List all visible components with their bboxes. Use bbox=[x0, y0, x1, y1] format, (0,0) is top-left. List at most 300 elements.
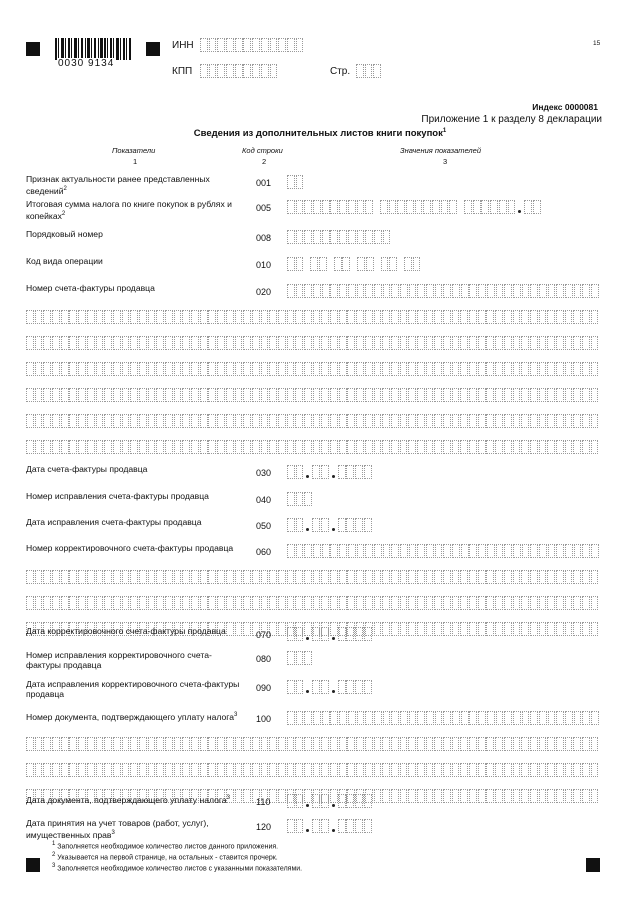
input-cell[interactable] bbox=[261, 64, 269, 78]
input-cell[interactable] bbox=[261, 414, 269, 428]
input-cell[interactable] bbox=[182, 336, 190, 350]
value-field-090[interactable] bbox=[287, 680, 373, 694]
input-cell[interactable] bbox=[408, 414, 416, 428]
input-cell[interactable] bbox=[413, 257, 421, 271]
input-cell[interactable] bbox=[374, 362, 382, 376]
input-cell[interactable] bbox=[200, 570, 208, 584]
input-cell[interactable] bbox=[409, 711, 417, 725]
input-cell[interactable] bbox=[382, 440, 390, 454]
input-cell[interactable] bbox=[374, 230, 382, 244]
input-cell[interactable] bbox=[495, 596, 503, 610]
input-cell[interactable] bbox=[539, 711, 547, 725]
input-cell[interactable] bbox=[43, 336, 51, 350]
input-cell[interactable] bbox=[312, 627, 320, 641]
input-cell[interactable] bbox=[434, 310, 442, 324]
value-field-005[interactable] bbox=[287, 200, 542, 214]
input-cell[interactable] bbox=[182, 440, 190, 454]
input-cell[interactable] bbox=[165, 388, 173, 402]
input-cell[interactable] bbox=[513, 711, 521, 725]
input-cell[interactable] bbox=[417, 622, 425, 636]
input-cell[interactable] bbox=[200, 336, 208, 350]
input-cell[interactable] bbox=[347, 310, 355, 324]
input-cell[interactable] bbox=[591, 336, 599, 350]
input-cell[interactable] bbox=[113, 596, 121, 610]
input-cell[interactable] bbox=[310, 257, 318, 271]
input-cell[interactable] bbox=[547, 789, 555, 803]
input-cell[interactable] bbox=[443, 310, 451, 324]
input-cell[interactable] bbox=[130, 440, 138, 454]
input-cell[interactable] bbox=[547, 414, 555, 428]
input-cell[interactable] bbox=[104, 570, 112, 584]
input-cell[interactable] bbox=[513, 570, 521, 584]
input-cell[interactable] bbox=[591, 414, 599, 428]
input-cell[interactable] bbox=[26, 336, 34, 350]
input-cell[interactable] bbox=[69, 388, 77, 402]
input-cell[interactable] bbox=[400, 570, 408, 584]
input-cell[interactable] bbox=[208, 336, 216, 350]
input-cell[interactable] bbox=[78, 737, 86, 751]
input-cell[interactable] bbox=[104, 310, 112, 324]
input-cell[interactable] bbox=[565, 440, 573, 454]
input-cell[interactable] bbox=[156, 570, 164, 584]
input-cell[interactable] bbox=[304, 651, 312, 665]
input-cell[interactable] bbox=[35, 362, 43, 376]
input-cell[interactable] bbox=[208, 440, 216, 454]
input-cell[interactable] bbox=[374, 336, 382, 350]
input-cell[interactable] bbox=[504, 544, 512, 558]
input-cell[interactable] bbox=[148, 737, 156, 751]
input-cell[interactable] bbox=[104, 362, 112, 376]
input-cell[interactable] bbox=[513, 789, 521, 803]
input-cell[interactable] bbox=[122, 310, 130, 324]
input-cell[interactable] bbox=[495, 737, 503, 751]
input-cell[interactable] bbox=[338, 794, 346, 808]
input-cell[interactable] bbox=[452, 737, 460, 751]
input-cell[interactable] bbox=[504, 711, 512, 725]
input-cell[interactable] bbox=[321, 570, 329, 584]
input-cell[interactable] bbox=[347, 763, 355, 777]
input-cell[interactable] bbox=[478, 789, 486, 803]
input-cell[interactable] bbox=[339, 763, 347, 777]
input-cell[interactable] bbox=[130, 570, 138, 584]
input-cell[interactable] bbox=[365, 596, 373, 610]
input-cell[interactable] bbox=[530, 544, 538, 558]
input-cell[interactable] bbox=[217, 362, 225, 376]
input-cell[interactable] bbox=[304, 492, 312, 506]
input-cell[interactable] bbox=[591, 284, 599, 298]
input-cell[interactable] bbox=[287, 627, 295, 641]
input-cell[interactable] bbox=[278, 596, 286, 610]
input-cell[interactable] bbox=[530, 622, 538, 636]
input-cell[interactable] bbox=[321, 310, 329, 324]
input-cell[interactable] bbox=[357, 544, 365, 558]
input-cell[interactable] bbox=[156, 336, 164, 350]
input-cell[interactable] bbox=[313, 336, 321, 350]
input-cell[interactable] bbox=[374, 789, 382, 803]
input-cell[interactable] bbox=[252, 570, 260, 584]
input-cell[interactable] bbox=[148, 570, 156, 584]
input-cell[interactable] bbox=[486, 440, 494, 454]
input-cell[interactable] bbox=[355, 819, 363, 833]
input-cell[interactable] bbox=[243, 414, 251, 428]
input-cell[interactable] bbox=[582, 284, 590, 298]
input-cell[interactable] bbox=[374, 737, 382, 751]
input-cell[interactable] bbox=[296, 465, 304, 479]
input-cell[interactable] bbox=[304, 310, 312, 324]
input-cell[interactable] bbox=[486, 570, 494, 584]
input-cell[interactable] bbox=[252, 362, 260, 376]
input-cell[interactable] bbox=[243, 789, 251, 803]
input-cell[interactable] bbox=[391, 362, 399, 376]
input-cell[interactable] bbox=[443, 336, 451, 350]
input-cell[interactable] bbox=[423, 200, 431, 214]
input-cell[interactable] bbox=[357, 257, 365, 271]
input-cell[interactable] bbox=[226, 763, 234, 777]
input-cell[interactable] bbox=[96, 310, 104, 324]
input-cell[interactable] bbox=[556, 414, 564, 428]
input-cell[interactable] bbox=[426, 310, 434, 324]
input-cell[interactable] bbox=[322, 230, 330, 244]
input-cell[interactable] bbox=[417, 737, 425, 751]
input-cell[interactable] bbox=[313, 763, 321, 777]
input-cell[interactable] bbox=[322, 284, 330, 298]
input-cell[interactable] bbox=[539, 763, 547, 777]
input-cell[interactable] bbox=[87, 362, 95, 376]
input-cell[interactable] bbox=[460, 362, 468, 376]
input-cell[interactable] bbox=[217, 763, 225, 777]
input-cell[interactable] bbox=[391, 737, 399, 751]
input-cell[interactable] bbox=[449, 200, 457, 214]
input-cell[interactable] bbox=[295, 763, 303, 777]
input-cell[interactable] bbox=[573, 414, 581, 428]
input-cell[interactable] bbox=[548, 711, 556, 725]
input-cell[interactable] bbox=[295, 336, 303, 350]
input-cell[interactable] bbox=[374, 414, 382, 428]
input-cell[interactable] bbox=[312, 794, 320, 808]
input-cell[interactable] bbox=[400, 763, 408, 777]
input-cell[interactable] bbox=[96, 737, 104, 751]
input-cell[interactable] bbox=[235, 440, 243, 454]
input-cell[interactable] bbox=[452, 362, 460, 376]
input-cell[interactable] bbox=[404, 257, 412, 271]
input-cell[interactable] bbox=[122, 362, 130, 376]
input-cell[interactable] bbox=[287, 794, 295, 808]
input-cell[interactable] bbox=[304, 570, 312, 584]
input-cell[interactable] bbox=[304, 711, 312, 725]
input-cell[interactable] bbox=[504, 388, 512, 402]
input-cell[interactable] bbox=[209, 64, 217, 78]
input-cell[interactable] bbox=[495, 763, 503, 777]
input-cell[interactable] bbox=[312, 819, 320, 833]
input-cell[interactable] bbox=[165, 414, 173, 428]
input-cell[interactable] bbox=[304, 388, 312, 402]
input-cell[interactable] bbox=[226, 388, 234, 402]
input-cell[interactable] bbox=[452, 284, 460, 298]
input-cell[interactable] bbox=[113, 440, 121, 454]
input-cell[interactable] bbox=[243, 64, 251, 78]
input-cell[interactable] bbox=[539, 622, 547, 636]
input-cell[interactable] bbox=[478, 622, 486, 636]
input-cell[interactable] bbox=[226, 336, 234, 350]
input-cell[interactable] bbox=[461, 711, 469, 725]
input-cell[interactable] bbox=[174, 336, 182, 350]
input-cell[interactable] bbox=[487, 711, 495, 725]
input-cell[interactable] bbox=[35, 596, 43, 610]
input-cell[interactable] bbox=[226, 440, 234, 454]
input-cell[interactable] bbox=[295, 440, 303, 454]
input-cell[interactable] bbox=[61, 388, 69, 402]
input-cell[interactable] bbox=[156, 388, 164, 402]
input-cell[interactable] bbox=[452, 414, 460, 428]
input-cell[interactable] bbox=[235, 336, 243, 350]
input-cell[interactable] bbox=[513, 284, 521, 298]
value-field-050[interactable] bbox=[287, 518, 373, 532]
input-cell[interactable] bbox=[287, 570, 295, 584]
input-cell[interactable] bbox=[556, 284, 564, 298]
input-cell[interactable] bbox=[69, 440, 77, 454]
input-cell[interactable] bbox=[261, 388, 269, 402]
input-cell[interactable] bbox=[565, 763, 573, 777]
input-cell[interactable] bbox=[486, 388, 494, 402]
value-field-120[interactable] bbox=[287, 819, 373, 833]
input-cell[interactable] bbox=[226, 64, 234, 78]
input-cell[interactable] bbox=[113, 763, 121, 777]
input-cell[interactable] bbox=[156, 414, 164, 428]
input-cell[interactable] bbox=[321, 763, 329, 777]
input-cell[interactable] bbox=[530, 362, 538, 376]
input-cell[interactable] bbox=[235, 763, 243, 777]
input-cell[interactable] bbox=[565, 284, 573, 298]
input-cell[interactable] bbox=[61, 570, 69, 584]
kpp-field[interactable] bbox=[200, 64, 278, 78]
input-cell[interactable] bbox=[269, 737, 277, 751]
input-cell[interactable] bbox=[339, 737, 347, 751]
input-cell[interactable] bbox=[496, 544, 504, 558]
input-cell[interactable] bbox=[521, 596, 529, 610]
input-cell[interactable] bbox=[235, 737, 243, 751]
input-cell[interactable] bbox=[513, 737, 521, 751]
input-cell[interactable] bbox=[96, 596, 104, 610]
input-cell[interactable] bbox=[443, 570, 451, 584]
input-cell[interactable] bbox=[321, 518, 329, 532]
input-cell[interactable] bbox=[287, 362, 295, 376]
input-cell[interactable] bbox=[287, 680, 295, 694]
input-cell[interactable] bbox=[452, 440, 460, 454]
input-cell[interactable] bbox=[364, 465, 372, 479]
input-cell[interactable] bbox=[148, 310, 156, 324]
input-cell[interactable] bbox=[174, 310, 182, 324]
input-cell[interactable] bbox=[486, 737, 494, 751]
input-cell[interactable] bbox=[270, 38, 278, 52]
input-cell[interactable] bbox=[235, 64, 243, 78]
input-cell[interactable] bbox=[391, 310, 399, 324]
input-cell[interactable] bbox=[191, 388, 199, 402]
input-cell[interactable] bbox=[287, 737, 295, 751]
input-cell[interactable] bbox=[591, 622, 599, 636]
value-field-020-continuation[interactable] bbox=[26, 336, 599, 350]
input-cell[interactable] bbox=[582, 570, 590, 584]
input-cell[interactable] bbox=[208, 388, 216, 402]
input-cell[interactable] bbox=[346, 627, 354, 641]
input-cell[interactable] bbox=[383, 284, 391, 298]
input-cell[interactable] bbox=[460, 570, 468, 584]
value-field-020-continuation[interactable] bbox=[26, 362, 599, 376]
input-cell[interactable] bbox=[539, 310, 547, 324]
input-cell[interactable] bbox=[165, 763, 173, 777]
input-cell[interactable] bbox=[478, 362, 486, 376]
input-cell[interactable] bbox=[530, 737, 538, 751]
input-cell[interactable] bbox=[346, 680, 354, 694]
input-cell[interactable] bbox=[287, 310, 295, 324]
input-cell[interactable] bbox=[69, 414, 77, 428]
input-cell[interactable] bbox=[495, 622, 503, 636]
input-cell[interactable] bbox=[52, 737, 60, 751]
input-cell[interactable] bbox=[408, 440, 416, 454]
input-cell[interactable] bbox=[252, 388, 260, 402]
input-cell[interactable] bbox=[191, 336, 199, 350]
input-cell[interactable] bbox=[496, 284, 504, 298]
input-cell[interactable] bbox=[400, 596, 408, 610]
input-cell[interactable] bbox=[469, 622, 477, 636]
input-cell[interactable] bbox=[573, 789, 581, 803]
input-cell[interactable] bbox=[313, 737, 321, 751]
input-cell[interactable] bbox=[35, 414, 43, 428]
input-cell[interactable] bbox=[322, 544, 330, 558]
input-cell[interactable] bbox=[313, 440, 321, 454]
input-cell[interactable] bbox=[330, 284, 338, 298]
input-cell[interactable] bbox=[452, 596, 460, 610]
input-cell[interactable] bbox=[269, 310, 277, 324]
input-cell[interactable] bbox=[452, 763, 460, 777]
input-cell[interactable] bbox=[408, 763, 416, 777]
input-cell[interactable] bbox=[104, 388, 112, 402]
input-cell[interactable] bbox=[296, 284, 304, 298]
input-cell[interactable] bbox=[495, 388, 503, 402]
input-cell[interactable] bbox=[200, 38, 208, 52]
input-cell[interactable] bbox=[391, 596, 399, 610]
input-cell[interactable] bbox=[391, 570, 399, 584]
input-cell[interactable] bbox=[469, 362, 477, 376]
input-cell[interactable] bbox=[96, 763, 104, 777]
input-cell[interactable] bbox=[346, 518, 354, 532]
input-cell[interactable] bbox=[217, 440, 225, 454]
input-cell[interactable] bbox=[504, 362, 512, 376]
input-cell[interactable] bbox=[339, 711, 347, 725]
input-cell[interactable] bbox=[573, 388, 581, 402]
value-field-100[interactable] bbox=[287, 711, 600, 725]
input-cell[interactable] bbox=[556, 310, 564, 324]
input-cell[interactable] bbox=[78, 362, 86, 376]
input-cell[interactable] bbox=[524, 200, 532, 214]
input-cell[interactable] bbox=[357, 200, 365, 214]
input-cell[interactable] bbox=[339, 388, 347, 402]
input-cell[interactable] bbox=[287, 596, 295, 610]
input-cell[interactable] bbox=[547, 440, 555, 454]
input-cell[interactable] bbox=[156, 440, 164, 454]
input-cell[interactable] bbox=[400, 414, 408, 428]
input-cell[interactable] bbox=[278, 789, 286, 803]
input-cell[interactable] bbox=[52, 440, 60, 454]
input-cell[interactable] bbox=[582, 789, 590, 803]
input-cell[interactable] bbox=[226, 414, 234, 428]
input-cell[interactable] bbox=[148, 440, 156, 454]
input-cell[interactable] bbox=[269, 570, 277, 584]
input-cell[interactable] bbox=[530, 763, 538, 777]
input-cell[interactable] bbox=[208, 414, 216, 428]
input-cell[interactable] bbox=[434, 570, 442, 584]
input-cell[interactable] bbox=[355, 680, 363, 694]
input-cell[interactable] bbox=[452, 789, 460, 803]
input-cell[interactable] bbox=[539, 789, 547, 803]
input-cell[interactable] bbox=[174, 570, 182, 584]
input-cell[interactable] bbox=[435, 544, 443, 558]
input-cell[interactable] bbox=[113, 336, 121, 350]
input-cell[interactable] bbox=[26, 596, 34, 610]
input-cell[interactable] bbox=[409, 544, 417, 558]
input-cell[interactable] bbox=[365, 362, 373, 376]
value-field-060-continuation[interactable] bbox=[26, 570, 599, 584]
input-cell[interactable] bbox=[547, 596, 555, 610]
input-cell[interactable] bbox=[252, 38, 260, 52]
input-cell[interactable] bbox=[460, 737, 468, 751]
input-cell[interactable] bbox=[139, 763, 147, 777]
input-cell[interactable] bbox=[565, 789, 573, 803]
input-cell[interactable] bbox=[200, 414, 208, 428]
input-cell[interactable] bbox=[122, 336, 130, 350]
input-cell[interactable] bbox=[434, 596, 442, 610]
input-cell[interactable] bbox=[355, 627, 363, 641]
input-cell[interactable] bbox=[469, 544, 477, 558]
input-cell[interactable] bbox=[495, 789, 503, 803]
input-cell[interactable] bbox=[182, 310, 190, 324]
input-cell[interactable] bbox=[278, 570, 286, 584]
input-cell[interactable] bbox=[182, 362, 190, 376]
input-cell[interactable] bbox=[330, 440, 338, 454]
input-cell[interactable] bbox=[43, 737, 51, 751]
input-cell[interactable] bbox=[130, 737, 138, 751]
input-cell[interactable] bbox=[591, 596, 599, 610]
input-cell[interactable] bbox=[374, 596, 382, 610]
input-cell[interactable] bbox=[460, 763, 468, 777]
input-cell[interactable] bbox=[43, 570, 51, 584]
input-cell[interactable] bbox=[346, 794, 354, 808]
input-cell[interactable] bbox=[321, 465, 329, 479]
input-cell[interactable] bbox=[113, 310, 121, 324]
input-cell[interactable] bbox=[478, 414, 486, 428]
input-cell[interactable] bbox=[452, 622, 460, 636]
input-cell[interactable] bbox=[513, 763, 521, 777]
input-cell[interactable] bbox=[321, 680, 329, 694]
input-cell[interactable] bbox=[26, 763, 34, 777]
input-cell[interactable] bbox=[200, 737, 208, 751]
input-cell[interactable] bbox=[582, 544, 590, 558]
input-cell[interactable] bbox=[61, 414, 69, 428]
input-cell[interactable] bbox=[96, 362, 104, 376]
input-cell[interactable] bbox=[565, 544, 573, 558]
input-cell[interactable] bbox=[191, 596, 199, 610]
input-cell[interactable] bbox=[469, 789, 477, 803]
input-cell[interactable] bbox=[330, 596, 338, 610]
input-cell[interactable] bbox=[339, 544, 347, 558]
input-cell[interactable] bbox=[408, 570, 416, 584]
input-cell[interactable] bbox=[591, 737, 599, 751]
value-field-008[interactable] bbox=[287, 230, 391, 244]
input-cell[interactable] bbox=[52, 570, 60, 584]
input-cell[interactable] bbox=[26, 362, 34, 376]
input-cell[interactable] bbox=[469, 414, 477, 428]
input-cell[interactable] bbox=[52, 388, 60, 402]
input-cell[interactable] bbox=[357, 711, 365, 725]
